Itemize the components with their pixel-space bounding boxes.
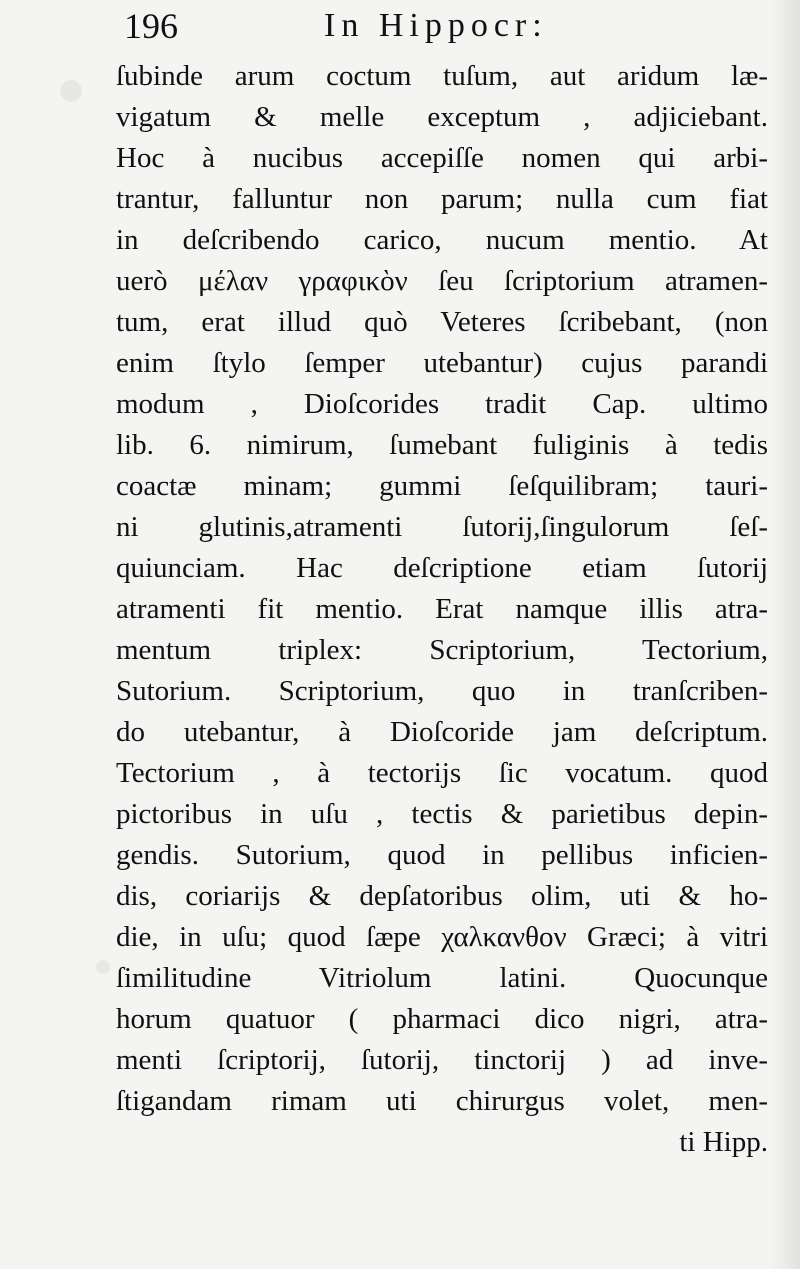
text-line: pictoribus in uſu , tectis & parietibus depin- bbox=[116, 798, 768, 830]
running-head: In Hippocr: bbox=[324, 7, 548, 44]
text-line: in deſcribendo carico, nucum mentio. At bbox=[116, 224, 768, 256]
text-line: Hoc à nucibus accepiſſe nomen qui arbi- bbox=[116, 142, 768, 174]
text-line: gendis. Sutorium, quod in pellibus inficien- bbox=[116, 839, 768, 871]
text-line: menti ſcriptorij, ſutorij, tinctorij ) ad inve- bbox=[116, 1044, 768, 1076]
text-line: atramenti fit mentio. Erat namque illis atra- bbox=[116, 593, 768, 625]
text-line: vigatum & melle exceptum , adjiciebant. bbox=[116, 101, 768, 133]
catchword: ti Hipp. bbox=[679, 1126, 768, 1158]
page-header bbox=[124, 2, 684, 50]
text-line: uerò μέλαν γραφικὸν ſeu ſcriptorium atramen- bbox=[116, 265, 768, 297]
text-line: tum, erat illud quò Veteres ſcribebant, (non bbox=[116, 306, 768, 338]
text-line: ſimilitudine Vitriolum latini. Quocunque bbox=[116, 962, 768, 994]
page-number: 196 bbox=[124, 6, 178, 46]
text-line: modum , Dioſcorides tradit Cap. ultimo bbox=[116, 388, 768, 420]
text-line: enim ſtylo ſemper utebantur) cujus parandi bbox=[116, 347, 768, 379]
text-line: do utebantur, à Dioſcoride jam deſcriptum. bbox=[116, 716, 768, 748]
text-line: lib. 6. nimirum, ſumebant fuliginis à tedis bbox=[116, 429, 768, 461]
text-line: coactæ minam; gummi ſeſquilibram; tauri- bbox=[116, 470, 768, 502]
paper-stain bbox=[96, 960, 110, 974]
body-text bbox=[116, 56, 768, 1163]
text-line: ſubinde arum coctum tuſum, aut aridum læ- bbox=[116, 60, 768, 92]
text-line: horum quatuor ( pharmaci dico nigri, atra- bbox=[116, 1003, 768, 1035]
text-line: Sutorium. Scriptorium, quo in tranſcriben- bbox=[116, 675, 768, 707]
text-line: trantur, falluntur non parum; nulla cum fiat bbox=[116, 183, 768, 215]
paper-stain bbox=[60, 80, 82, 102]
text-line: ni glutinis,atramenti ſutorij,ſingulorum ſeſ- bbox=[116, 511, 768, 543]
text-line: mentum triplex: Scriptorium, Tectorium, bbox=[116, 634, 768, 666]
text-line: quiunciam. Hac deſcriptione etiam ſutorij bbox=[116, 552, 768, 584]
text-line: Tectorium , à tectorijs ſic vocatum. quod bbox=[116, 757, 768, 789]
text-line: die, in uſu; quod ſæpe χαλκανθον Græci; à vitri bbox=[116, 921, 768, 953]
text-line: ſtigandam rimam uti chirurgus volet, men- bbox=[116, 1085, 768, 1117]
text-line: dis, coriarijs & depſatoribus olim, uti & ho- bbox=[116, 880, 768, 912]
